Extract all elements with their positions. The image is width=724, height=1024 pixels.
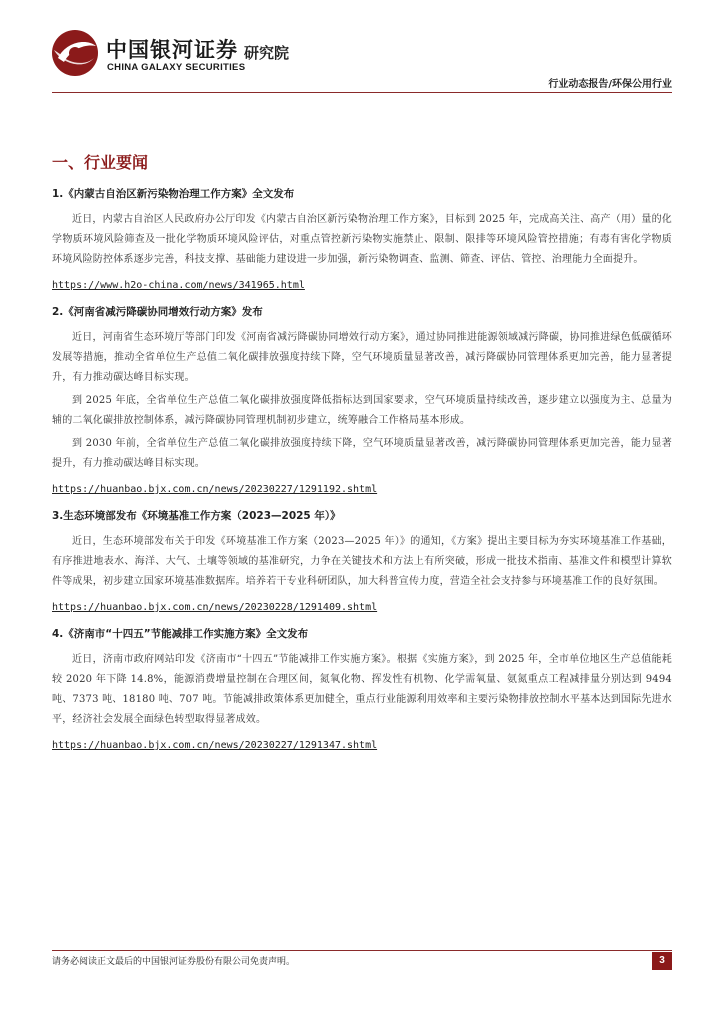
- news-item-title: 3.生态环境部发布《环境基准工作方案（2023—2025 年）》: [52, 510, 341, 522]
- news-item-4: [52, 626, 672, 764]
- logo-chinese-name: 中国银河证券: [106, 38, 238, 62]
- institute-label: 研究院: [244, 44, 290, 62]
- news-item-2: [52, 304, 672, 508]
- news-link[interactable]: https://www.h2o-china.com/news/341965.html: [52, 280, 305, 291]
- news-link[interactable]: https://huanbao.bjx.com.cn/news/20230227/1291347.shtml: [52, 740, 378, 751]
- main-content: [52, 152, 672, 764]
- page-header: [0, 0, 724, 95]
- news-item-title: 2.《河南省减污降碳协同增效行动方案》发布: [52, 306, 263, 318]
- section-title: 一、行业要闻: [52, 153, 149, 172]
- news-paragraph: 近日，河南省生态环境厅等部门印发《河南省减污降碳协同增效行动方案》，通过协同推进能源领域减污降碳，协同推进绿色低碳循环发展等措施，推动全省单位生产总值二氧化碳排放强度持续下降，空气环境质量显著改善，减污降碳协同管理体系更加完善，能力显著提升，有力推动碳达峰目标实现。: [52, 332, 672, 383]
- footer-divider: [52, 950, 672, 951]
- logo-english-name: CHINA GALAXY SECURITIES: [107, 62, 246, 73]
- news-paragraph: 近日，内蒙古自治区人民政府办公厅印发《内蒙古自治区新污染物治理工作方案》，目标到 2025 年，完成高关注、高产（用）量的化学物质环境风险筛查及一批化学物质环境风险评估，对重点管控新污染物实施禁止、限制、限排等环境风险管控措施；有毒有害化学物质环境风险防控体系逐步完善，科技支撑、基础能力建设进一步加强，新污染物调查、监测、筛查、评估、管控、治理能力全面提升。: [52, 214, 672, 265]
- news-link[interactable]: https://huanbao.bjx.com.cn/news/20230228/1291409.shtml: [52, 602, 378, 613]
- news-item-title: 4.《济南市“十四五”节能减排工作实施方案》全文发布: [52, 628, 309, 640]
- report-type-label: 行业动态报告/环保公用行业: [548, 79, 672, 90]
- disclaimer-text: 请务必阅读正文最后的中国银河证券股份有限公司免责声明。: [52, 957, 296, 967]
- header-divider: [52, 92, 672, 93]
- news-paragraph: 近日，济南市政府网站印发《济南市“十四五”节能减排工作实施方案》。根据《实施方案》，到 2025 年，全市单位地区生产总值能耗较 2020 年下降 14.8%，能源消费增量控制在合理区间，氮氧化物、挥发性有机物、化学需氧量、氨氮重点工程减排量分别达到 9494 吨、7373 吨、18180 吨、707 吨。节能减排政策体系更加健全，重点行业能源利用效率和主要污染物排放控制水平基本达到国际先进水平，经济社会发展全面绿色转型取得显著成效。: [52, 654, 672, 725]
- news-paragraph: 近日，生态环境部发布关于印发《环境基准工作方案（2023—2025 年）》的通知，《方案》提出主要目标为夯实环境基准工作基础，有序推进地表水、海洋、大气、土壤等领域的基准研究，力争在关键技术和方法上有所突破，形成一批技术指南、基准文件和模型计算软件等成果，初步建立国家环境基准数据库。培养若干专业科研团队，加大科普宣传力度，营造全社会支持参与环境基准工作的良好氛围。: [52, 536, 672, 587]
- news-paragraph: 到 2030 年前，全省单位生产总值二氧化碳排放强度持续下降，空气环境质量显著改善，减污降碳协同管理体系更加完善，能力显著提升，有力推动碳达峰目标实现。: [52, 438, 672, 469]
- page-number: 3: [652, 952, 672, 970]
- news-item-title: 1.《内蒙古自治区新污染物治理工作方案》全文发布: [52, 188, 295, 200]
- news-item-3: [52, 508, 672, 626]
- news-item-1: [52, 186, 672, 304]
- news-paragraph: 到 2025 年底，全省单位生产总值二氧化碳排放强度降低指标达到国家要求，空气环境质量持续改善，逐步建立以强度为主、总量为辅的二氧化碳排放控制体系，减污降碳协同管理机制初步建立，统筹融合工作格局基本形成。: [52, 395, 672, 426]
- news-link[interactable]: https://huanbao.bjx.com.cn/news/20230227/1291192.shtml: [52, 484, 378, 495]
- galaxy-logo-icon: [50, 28, 100, 78]
